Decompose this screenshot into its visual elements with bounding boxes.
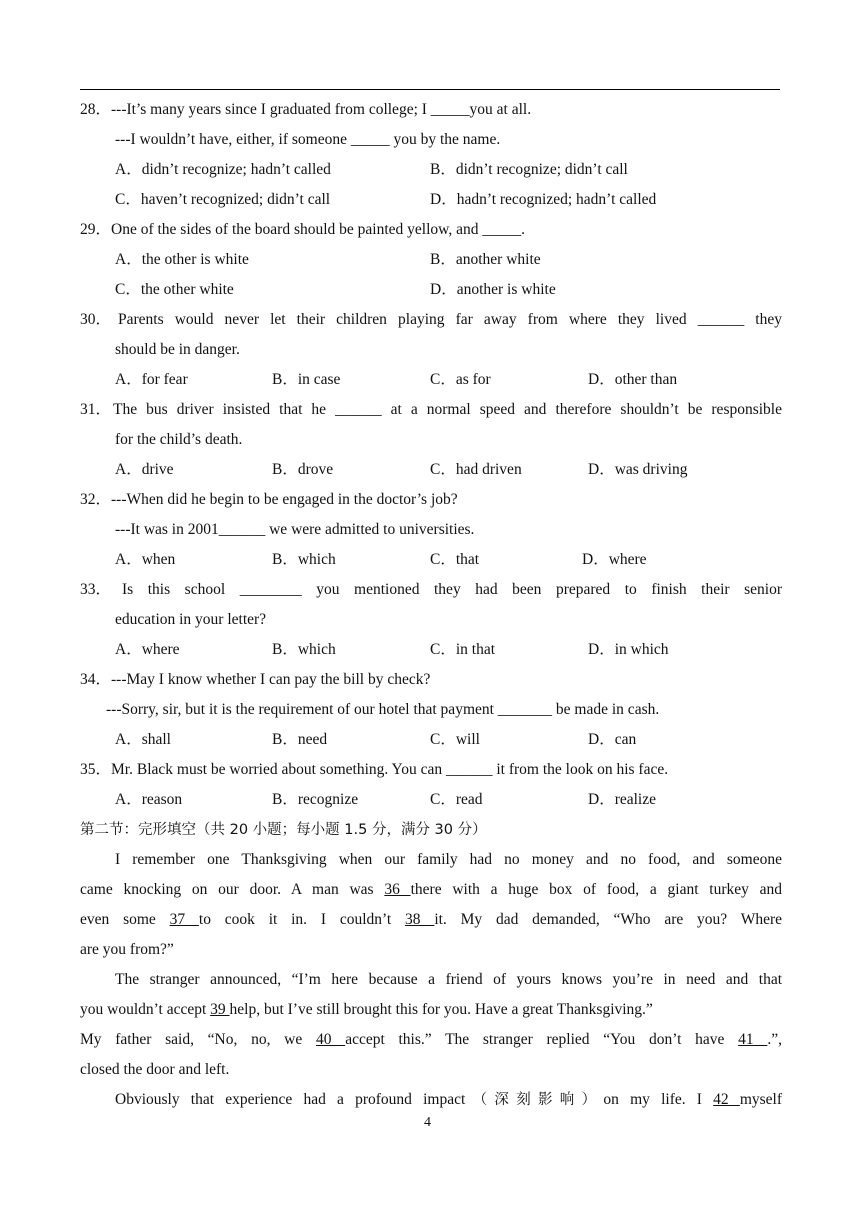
option-a[interactable]: A．drive: [115, 461, 174, 478]
question-stem: ---May I know whether I can pay the bill by check?: [111, 671, 431, 688]
question-stem: ---It’s many years since I graduated from college; I _____you at all.: [111, 101, 532, 118]
option-d[interactable]: D．where: [582, 551, 647, 568]
option-b[interactable]: B．drove: [272, 461, 334, 478]
question-number: 30．: [80, 311, 112, 328]
option-c[interactable]: C．the other white: [115, 281, 234, 298]
option-c[interactable]: C．will: [430, 731, 480, 748]
question-28: [80, 100, 782, 120]
question-stem-line: ---It was in 2001______ we were admitted to universities.: [115, 521, 475, 538]
question-number: 35．: [80, 761, 112, 778]
blank-40: 40: [315, 1031, 346, 1048]
passage-line: came knocking on our door. A man was 36 there with a huge box of food, a giant turkey and: [80, 881, 783, 898]
option-d[interactable]: D．in which: [588, 641, 669, 658]
question-stem: Mr. Black must be worried about something. You can ______ it from the look on his face.: [111, 761, 669, 778]
question-stem-line: for the child’s death.: [115, 431, 243, 448]
option-c[interactable]: C．had driven: [430, 461, 522, 478]
option-a[interactable]: A．when: [115, 551, 176, 568]
option-d[interactable]: D．another is white: [430, 281, 556, 298]
option-b[interactable]: B．didn’t recognize; didn’t call: [430, 161, 628, 178]
question-stem-line: ---Sorry, sir, but it is the requirement of our hotel that payment _______ be made in cash.: [106, 701, 660, 718]
question-number: 28．: [80, 101, 112, 118]
question-stem-line: ---I wouldn’t have, either, if someone _____ you by the name.: [115, 131, 501, 148]
option-a[interactable]: A．for fear: [115, 371, 188, 388]
question-stem: ---When did he begin to be engaged in the doctor’s job?: [111, 491, 458, 508]
question-stem: One of the sides of the board should be painted yellow, and _____.: [111, 221, 525, 238]
option-c[interactable]: C．as for: [430, 371, 491, 388]
blank-39: 39: [210, 1001, 230, 1018]
question-stem: Is this school ________ you mentioned they had been prepared to finish their senior: [122, 581, 782, 598]
question-number: 31．: [80, 401, 112, 418]
option-c[interactable]: C．haven’t recognized; didn’t call: [115, 191, 331, 208]
option-a[interactable]: A．reason: [115, 791, 183, 808]
question-stem: Parents would never let their children playing far away from where they lived ______ they: [118, 311, 782, 328]
blank-37: 37: [169, 911, 199, 928]
question-number: 34．: [80, 671, 112, 688]
header-rule: [80, 89, 780, 90]
passage-line: The stranger announced, “I’m here because a friend of yours knows you’re in need and that: [115, 971, 782, 988]
passage-line: are you from?”: [80, 941, 174, 958]
option-b[interactable]: B．another white: [430, 251, 541, 268]
option-b[interactable]: B．in case: [272, 371, 341, 388]
option-c[interactable]: C．read: [430, 791, 483, 808]
question-29: [80, 220, 782, 240]
passage-line: Obviously that experience had a profound impact（深刻影响）on my life. I 42 myself: [115, 1091, 783, 1108]
option-b[interactable]: B．which: [272, 551, 336, 568]
question-32: [80, 490, 782, 510]
question-stem: The bus driver insisted that he ______ at a normal speed and therefore shouldn’t be responsible: [113, 401, 782, 418]
option-a[interactable]: A．didn’t recognize; hadn’t called: [115, 161, 331, 178]
option-d[interactable]: D．realize: [588, 791, 656, 808]
blank-41: 41: [738, 1031, 768, 1048]
passage-line: I remember one Thanksgiving when our family had no money and no food, and someone: [115, 851, 782, 868]
passage-line: My father said, “No, no, we 40 accept this.” The stranger replied “You don’t have 41 .”,: [80, 1031, 782, 1048]
option-a[interactable]: A．where: [115, 641, 180, 658]
question-number: 32．: [80, 491, 112, 508]
question-number: 29．: [80, 221, 112, 238]
option-d[interactable]: D．can: [588, 731, 637, 748]
blank-42: 42: [713, 1091, 740, 1108]
passage-line: you wouldn’t accept 39 help, but I’ve still brought this for you. Have a great Thanksgiving.”: [80, 1001, 653, 1018]
passage-line: closed the door and left.: [80, 1061, 230, 1078]
question-34: [80, 670, 782, 690]
question-stem-line: education in your letter?: [115, 611, 267, 628]
blank-36: 36: [384, 881, 411, 898]
option-d[interactable]: D．was driving: [588, 461, 688, 478]
option-a[interactable]: A．shall: [115, 731, 171, 748]
question-stem-line: should be in danger.: [115, 341, 240, 358]
option-b[interactable]: B．recognize: [272, 791, 359, 808]
question-35: [80, 760, 782, 780]
option-d[interactable]: D．hadn’t recognized; hadn’t called: [430, 191, 657, 208]
blank-38: 38: [405, 911, 435, 928]
passage-line: even some 37 to cook it in. I couldn’t 38 it. My dad demanded, “Who are you? Where: [80, 911, 782, 928]
option-c[interactable]: C．that: [430, 551, 480, 568]
option-d[interactable]: D．other than: [588, 371, 678, 388]
question-number: 33．: [80, 581, 112, 598]
page-number: 4: [424, 1115, 431, 1130]
option-b[interactable]: B．which: [272, 641, 336, 658]
section-heading: 第二节：完形填空（共 20 小题；每小题 1.5 分，满分 30 分）: [80, 822, 487, 838]
option-c[interactable]: C．in that: [430, 641, 496, 658]
option-a[interactable]: A．the other is white: [115, 251, 249, 268]
option-b[interactable]: B．need: [272, 731, 328, 748]
